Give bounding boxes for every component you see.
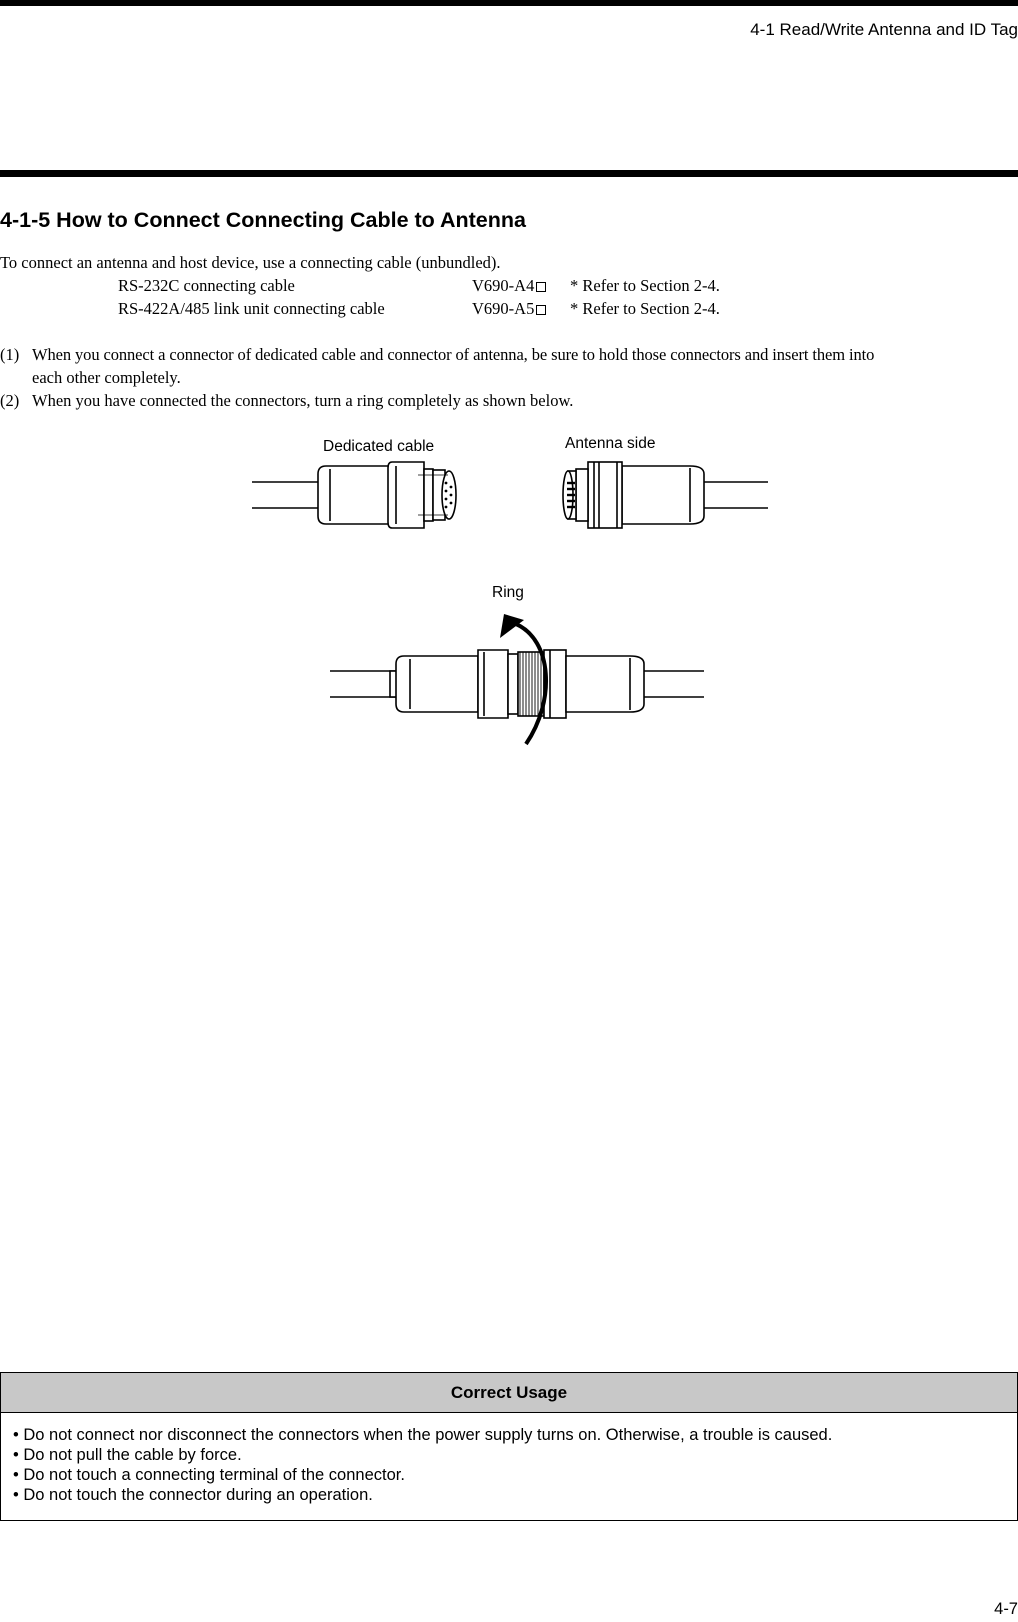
cable-model-text: V690-A4 — [472, 276, 535, 295]
checkbox-square-icon — [536, 282, 546, 292]
cable-model — [472, 276, 550, 296]
cable-reference: * Refer to Section 2-4. — [570, 299, 720, 318]
ring-label: Ring — [492, 584, 524, 601]
correct-usage-list — [1, 1413, 1017, 1505]
usage-item: • Do not touch a connecting terminal of the connector. — [13, 1466, 405, 1484]
checkbox-square-icon — [536, 305, 546, 315]
step-text: When you have connected the connectors, turn a ring completely as shown below. — [32, 391, 574, 410]
page-number: 4-7 — [994, 1600, 1018, 1618]
connector-diagram — [0, 420, 1018, 760]
step-number: (1) — [0, 345, 20, 364]
intro-text: To connect an antenna and host device, use a connecting cable (unbundled). — [0, 253, 501, 272]
usage-item: • Do not pull the cable by force. — [13, 1446, 242, 1464]
running-header: 4-1 Read/Write Antenna and ID Tag — [750, 20, 1018, 39]
step-text: When you connect a connector of dedicated cable and connector of antenna, be sure to hold those connectors and insert them into — [32, 345, 875, 364]
correct-usage-title: Correct Usage — [1, 1373, 1017, 1413]
section-title: 4-1-5 How to Connect Connecting Cable to Antenna — [0, 208, 526, 232]
antenna-side-connector — [563, 462, 768, 528]
usage-item: • Do not connect nor disconnect the connectors when the power supply turns on. Otherwise, a trouble is caused. — [13, 1426, 833, 1444]
cable-model-text: V690-A5 — [472, 299, 535, 318]
cable-name: RS-232C connecting cable — [118, 276, 295, 295]
cable-model — [472, 299, 550, 319]
cable-name: RS-422A/485 link unit connecting cable — [118, 299, 385, 318]
dedicated-cable-label: Dedicated cable — [323, 438, 435, 455]
cable-reference: * Refer to Section 2-4. — [570, 276, 720, 295]
section-rule — [0, 170, 1018, 177]
connected-assembly — [330, 650, 704, 718]
usage-item: • Do not touch the connector during an operation. — [13, 1486, 373, 1504]
top-rule — [0, 0, 1018, 6]
correct-usage-box — [0, 1372, 1018, 1521]
antenna-side-label: Antenna side — [565, 435, 656, 452]
step-number: (2) — [0, 391, 20, 410]
dedicated-cable-connector — [252, 462, 456, 528]
step-text-continued: each other completely. — [32, 368, 181, 387]
